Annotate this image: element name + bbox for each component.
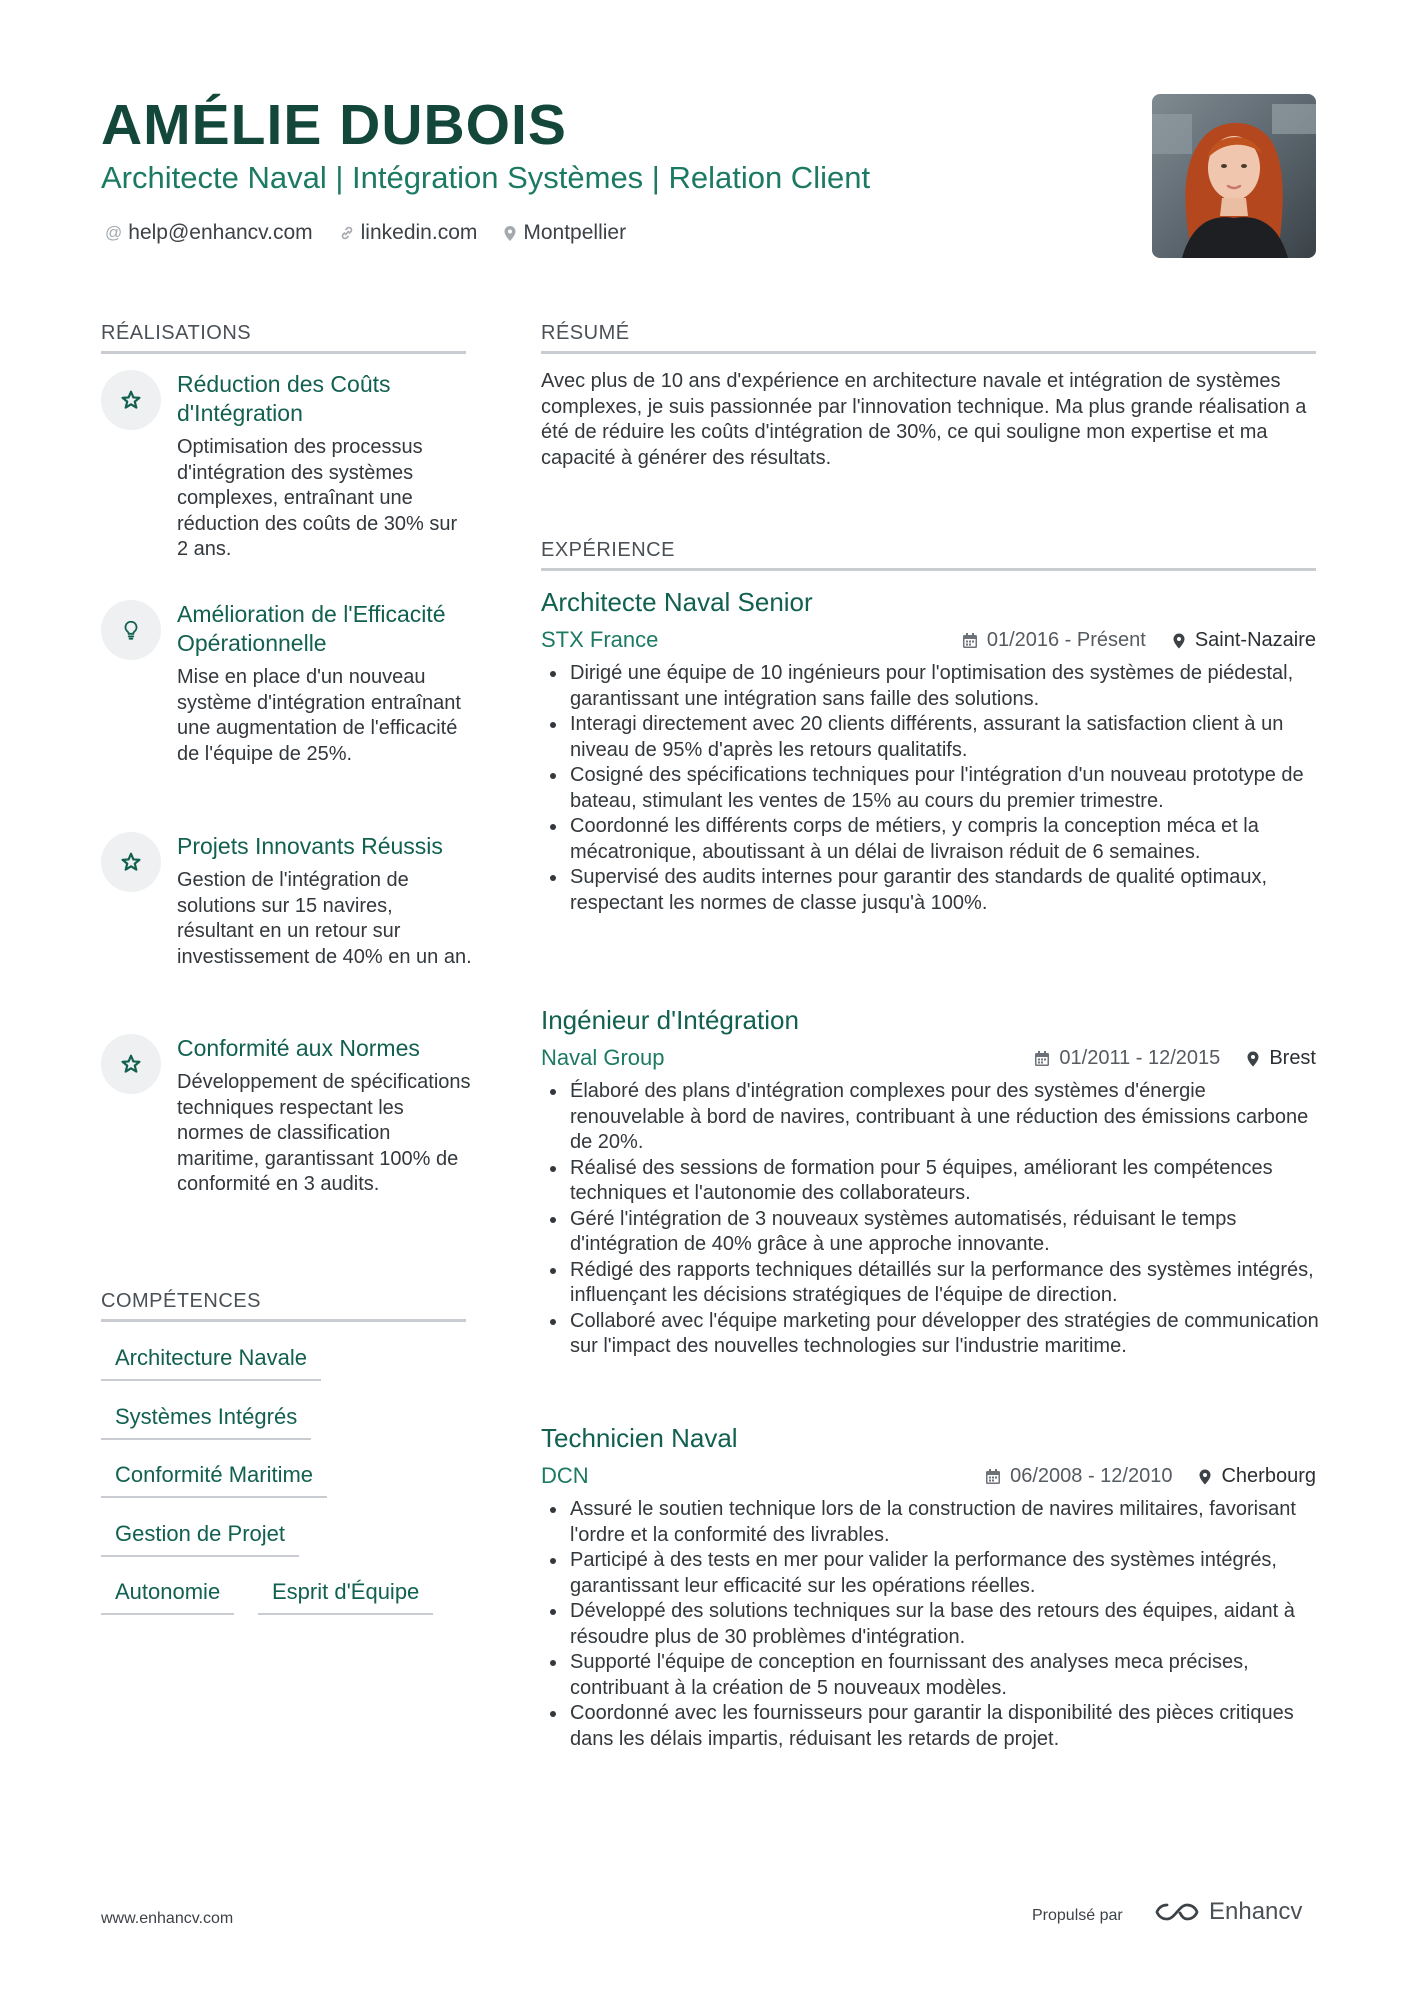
achievement-item (101, 600, 471, 800)
job-bullets (548, 1497, 1324, 1752)
job-title: Technicien Naval (541, 1423, 738, 1453)
job-dates-text: 01/2011 - 12/2015 (1059, 1047, 1221, 1069)
job-dates-text: 01/2016 - Présent (986, 629, 1146, 651)
location-pin-icon (1246, 1050, 1260, 1068)
powered-by-label: Propulsé par (1032, 1907, 1123, 1924)
achievement-icon-badge (101, 832, 161, 892)
job-location (1172, 629, 1316, 652)
job-bullet: Développé des solutions techniques sur la base des retours des équipes, aidant à résoudre plus de 30 problèmes d'intégration. (548, 1599, 1324, 1650)
profile-photo (1152, 94, 1316, 258)
achievement-icon-badge (101, 370, 161, 430)
infinity-logo-icon (1153, 1899, 1201, 1925)
job-location-text: Saint-Nazaire (1194, 629, 1316, 651)
achievement-title: Réduction des Coûts d'Intégration (177, 371, 391, 426)
achievement-title: Conformité aux Normes (177, 1035, 420, 1061)
lightbulb-icon (121, 619, 141, 641)
achievement-title: Amélioration de l'Efficacité Opérationnelle (177, 601, 446, 656)
job-bullet: Assuré le soutien technique lors de la construction de navires militaires, favorisant l'ordre et la conformité des livrables. (548, 1497, 1324, 1548)
link-icon (339, 225, 355, 241)
skill-tag: Autonomie (101, 1579, 234, 1615)
section-title-summary: RÉSUMÉ (541, 322, 1316, 354)
achievement-description: Optimisation des processus d'intégration des systèmes complexes, entraînant une réduction des coûts de 30% sur 2 ans. (177, 436, 458, 560)
job-bullet: Collaboré avec l'équipe marketing pour développer des stratégies de communication sur l'impact des nouvelles technologies sur l'industrie maritime. (548, 1309, 1324, 1360)
location-text: Montpellier (523, 221, 627, 244)
section-title-achievements: RÉALISATIONS (101, 322, 466, 354)
job-title: Architecte Naval Senior (541, 587, 813, 617)
job-location-text: Cherbourg (1221, 1465, 1316, 1487)
job-location (1246, 1047, 1316, 1070)
company-name: STX France (541, 627, 659, 652)
achievement-item (101, 1034, 471, 1234)
achievement-item (101, 370, 471, 570)
star-icon (120, 1053, 142, 1075)
job-bullet: Interagi directement avec 20 clients différents, assurant la satisfaction client à un niveau de 95% d'après les retours qualitatifs. (548, 712, 1324, 763)
job-bullet: Rédigé des rapports techniques détaillés sur la performance des systèmes intégrés, influençant les décisions stratégiques de l'équipe de direction. (548, 1258, 1324, 1309)
star-icon (120, 389, 142, 411)
job-title: Ingénieur d'Intégration (541, 1005, 799, 1035)
achievement-description: Mise en place d'un nouveau système d'intégration entraînant une augmentation de l'efficacité de l'équipe de 25%. (177, 666, 461, 765)
linkedin-text: linkedin.com (360, 221, 478, 244)
job-bullet: Réalisé des sessions de formation pour 5 équipes, améliorant les compétences techniques et l'autonomie des collaborateurs. (548, 1156, 1324, 1207)
job-bullets (548, 1079, 1324, 1360)
job-location (1198, 1465, 1316, 1488)
skill-tag: Architecture Navale (101, 1345, 321, 1381)
contact-linkedin[interactable] (339, 221, 478, 245)
star-icon (120, 851, 142, 873)
job-bullet: Coordonné avec les fournisseurs pour garantir la disponibilité des pièces critiques dans les délais impartis, réduisant les retards de projet. (548, 1701, 1324, 1752)
company-name: DCN (541, 1463, 589, 1488)
job-bullet: Supervisé des audits internes pour garantir des standards de qualité optimaux, respectant les normes de classe jusqu'à 100%. (548, 865, 1324, 916)
job-meta (985, 1465, 1316, 1488)
job-bullet: Cosigné des spécifications techniques pour l'intégration d'un nouveau prototype de bateau, stimulant les ventes de 15% au cours du premier trimestre. (548, 763, 1324, 814)
job-dates-text: 06/2008 - 12/2010 (1010, 1465, 1173, 1487)
job-bullet: Supporté l'équipe de conception en fournissant des analyses meca précises, contribuant à la création de 5 nouveaux modèles. (548, 1650, 1324, 1701)
location-pin-icon (1172, 632, 1186, 650)
job-dates (1034, 1047, 1220, 1070)
achievement-icon-badge (101, 1034, 161, 1094)
contact-email[interactable] (105, 221, 313, 245)
brand-logo[interactable] (1153, 1898, 1302, 1926)
company-name: Naval Group (541, 1045, 665, 1070)
achievement-description: Développement de spécifications techniques respectant les normes de classification maritime, garantissant 100% de conformité en 3 audits. (177, 1071, 471, 1195)
achievement-description: Gestion de l'intégration de solutions sur 15 navires, résultant en un retour sur investissement de 40% en un an. (177, 869, 472, 968)
calendar-icon (962, 632, 978, 649)
achievement-icon-badge (101, 600, 161, 660)
skill-tag: Gestion de Projet (101, 1521, 299, 1557)
job-bullet: Géré l'intégration de 3 nouveaux systèmes automatisés, réduisant le temps d'intégration de 40% grâce à une approche innovante. (548, 1207, 1324, 1258)
job-bullet: Participé à des tests en mer pour valider la performance des systèmes intégrés, garantissant leur efficacité sur les opérations réelles. (548, 1548, 1324, 1599)
footer-url[interactable]: www.enhancv.com (101, 1910, 234, 1927)
job-dates (962, 629, 1146, 652)
job-bullet: Dirigé une équipe de 10 ingénieurs pour l'optimisation des systèmes de piédestal, garantissant une intégration sans faille des solutions. (548, 661, 1324, 712)
email-text: help@enhancv.com (128, 221, 313, 244)
job-bullet: Coordonné les différents corps de métiers, y compris la conception méca et la mécatronique, aboutissant à un délai de livraison réduit de 6 semaines. (548, 814, 1324, 865)
skill-tag: Conformité Maritime (101, 1462, 327, 1498)
summary-text: Avec plus de 10 ans d'expérience en architecture navale et intégration de systèmes complexes, je suis passionnée par l'innovation technique. Ma plus grande réalisation a été de réduire les coûts d'intégration de 30%, ce qui souligne mon expertise et ma capacité à générer des résultats. (541, 370, 1307, 470)
achievement-title: Projets Innovants Réussis (177, 833, 443, 859)
location-pin-icon (1198, 1468, 1212, 1486)
job-meta (962, 629, 1316, 652)
job-meta (1034, 1047, 1316, 1070)
achievement-item (101, 832, 471, 1012)
job-bullets (548, 661, 1324, 916)
at-icon: @ (105, 223, 123, 242)
job-bullet: Élaboré des plans d'intégration complexes pour des systèmes d'énergie renouvelable à bord de navires, contribuant à une réduction des émissions carbone de 20%. (548, 1079, 1324, 1156)
skill-tag: Systèmes Intégrés (101, 1404, 311, 1440)
skill-tag: Esprit d'Équipe (258, 1579, 433, 1615)
section-title-experience: EXPÉRIENCE (541, 539, 1316, 571)
contact-bar (105, 221, 626, 245)
candidate-name: AMÉLIE DUBOIS (101, 93, 567, 157)
candidate-headline: Architecte Naval | Intégration Systèmes | Relation Client (101, 160, 871, 195)
section-title-skills: COMPÉTENCES (101, 1290, 466, 1322)
brand-name: Enhancv (1209, 1898, 1303, 1925)
contact-location (503, 221, 626, 245)
job-location-text: Brest (1269, 1047, 1316, 1069)
job-dates (985, 1465, 1172, 1488)
location-pin-icon (503, 225, 517, 242)
calendar-icon (1034, 1050, 1050, 1067)
calendar-icon (985, 1468, 1001, 1485)
